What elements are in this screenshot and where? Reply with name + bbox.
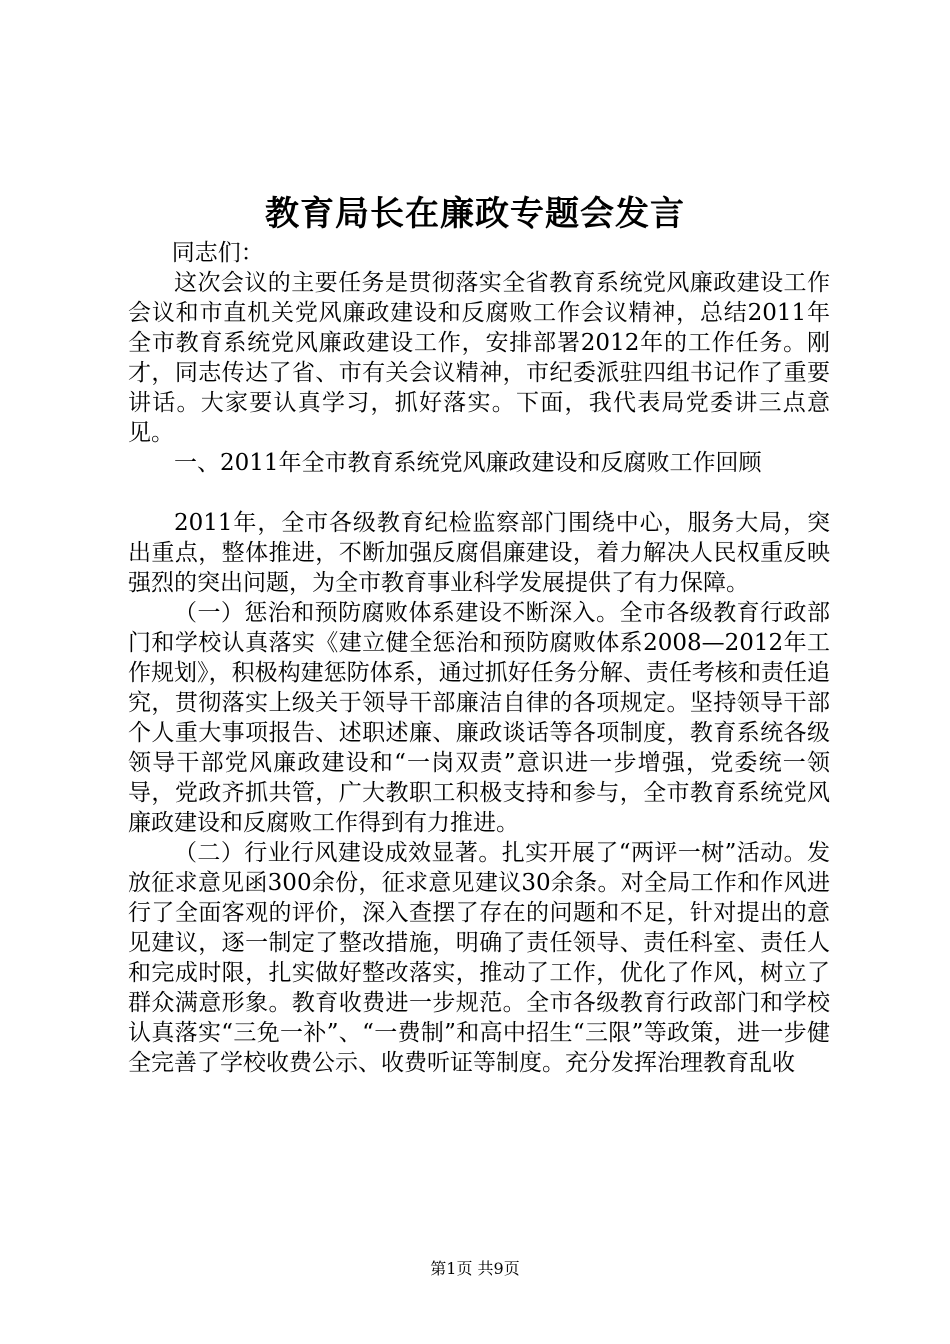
paragraph-point-1: （一）惩治和预防腐败体系建设不断深入。全市各级教育行政部门和学校认真落实《建立健全惩治和预防腐败体系2008—2012年工作规划》，积极构建惩防体系，通过抓好任务分解、责任考核和责任追究，贯彻落实上级关于领导干部廉洁自律的各项规定。坚持领导干部个人重大事项报告、述职述廉、廉政谈话等各项制度，教育系统各级领导干部党风廉政建设和“一岗双责”意识进一步增强，党委统一领导，党政齐抓共管，广大教职工积极支持和参与，全市教育系统党风廉政建设和反腐败工作得到有力推进。	[128, 600, 830, 836]
page-number-footer: 第1页 共9页	[430, 1259, 520, 1278]
paragraph-point-2: （二）行业行风建设成效显著。扎实开展了“两评一树”活动。发放征求意见函300余份，征求意见建议30余条。对全局工作和作风进行了全面客观的评价，深入查摆了存在的问题和不足，针对提出的意见建议，逐一制定了整改措施，明确了责任领导、责任科室、责任人和完成时限，扎实做好整改落实，推动了工作，优化了作风，树立了群众满意形象。教育收费进一步规范。全市各级教育行政部门和学校认真落实“三免一补”、“一费制”和高中招生“三限”等政策，进一步健全完善了学校收费公示、收费听证等制度。充分发挥治理教育乱收	[128, 840, 830, 1076]
paragraph-2011-summary: 2011年，全市各级教育纪检监察部门围绕中心，服务大局，突出重点，整体推进，不断加强反腐倡廉建设，着力解决人民权重反映强烈的突出问题，为全市教育事业科学发展提供了有力保障。	[128, 510, 830, 596]
document-body	[128, 238, 830, 1078]
salutation: 同志们：	[171, 240, 264, 266]
paragraph-intro: 这次会议的主要任务是贯彻落实全省教育系统党风廉政建设工作会议和市直机关党风廉政建设和反腐败工作会议精神，总结2011年全市教育系统党风廉政建设工作，安排部署2012年的工作任务。刚才，同志传达了省、市有关会议精神，市纪委派驻四组书记作了重要讲话。大家要认真学习，抓好落实。下面，我代表局党委讲三点意见。	[128, 270, 830, 446]
document-title: 教育局长在廉政专题会发言	[265, 194, 685, 234]
section-heading-1: 一、2011年全市教育系统党风廉政建设和反腐败工作回顾	[174, 450, 762, 476]
